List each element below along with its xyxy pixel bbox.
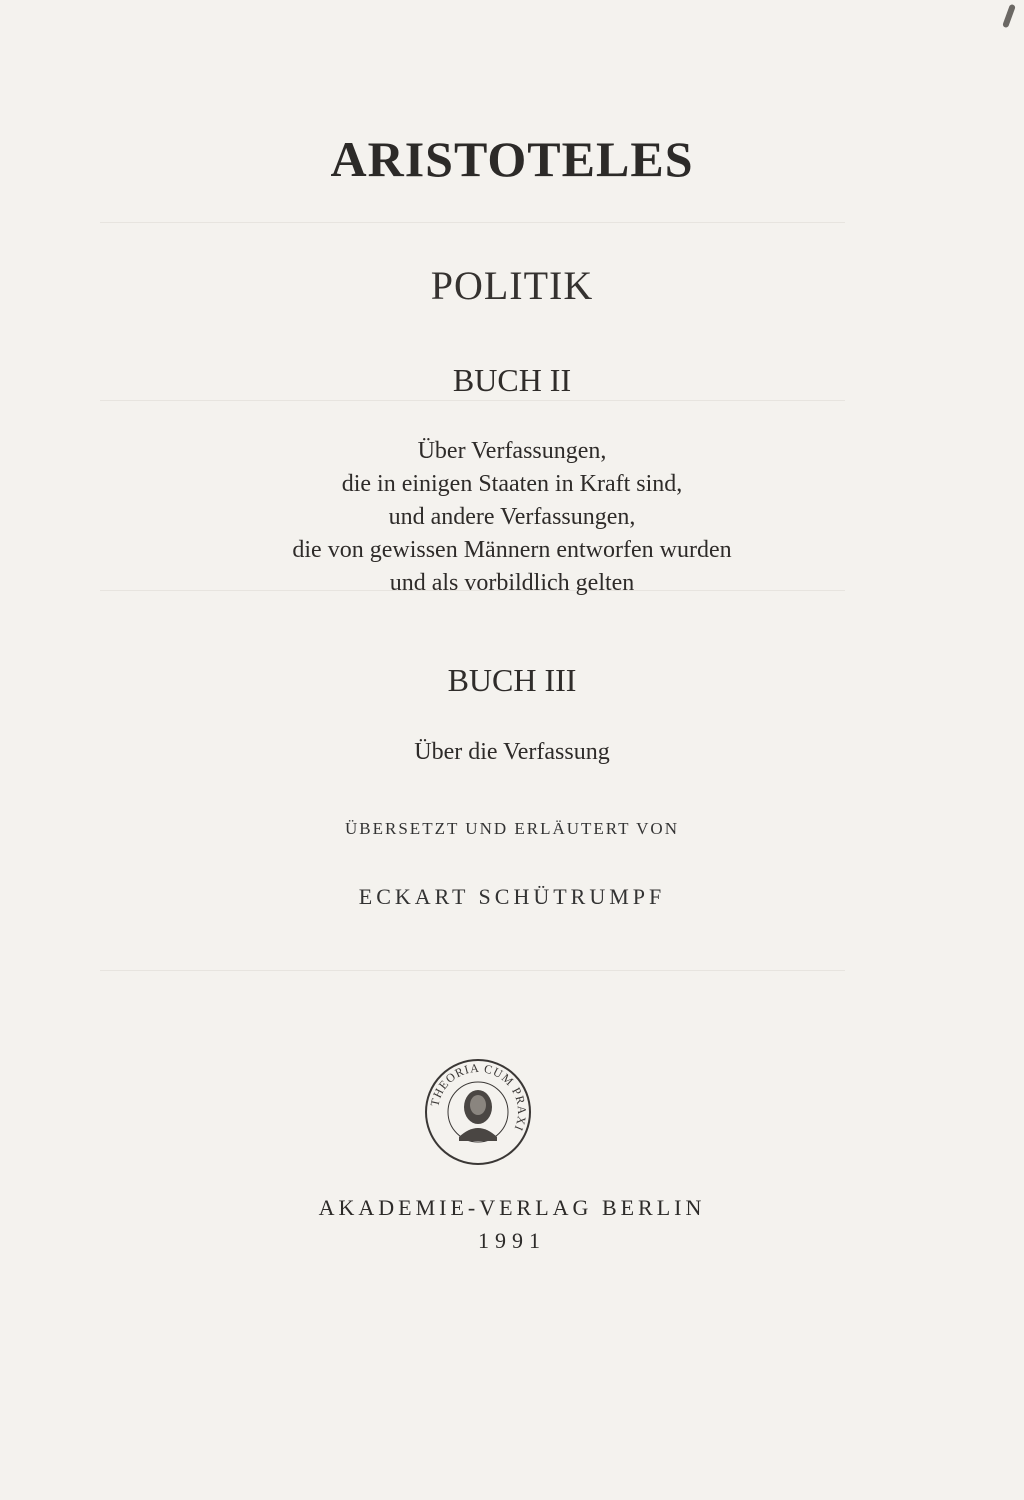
- book-3-subtitle: [0, 736, 1024, 769]
- subtitle-line: die in einigen Staaten in Kraft sind,: [341, 471, 683, 497]
- author-name: ARISTOTELES: [330, 131, 694, 187]
- editor-name: ECKART SCHÜTRUMPF: [358, 884, 666, 909]
- subtitle-line: Über die Verfassung: [414, 739, 610, 765]
- subtitle-line: Über Verfassungen,: [417, 438, 607, 464]
- translator-credit: ÜBERSETZT UND ERLÄUTERT VON: [345, 819, 679, 838]
- show-through-line: [100, 222, 845, 223]
- publisher-seal-icon: [423, 1057, 533, 1167]
- book-title: POLITIK: [430, 263, 594, 308]
- seal-text: THEORIA CUM PRAXI: [427, 1060, 530, 1134]
- show-through-line: [100, 400, 845, 401]
- subtitle-line: die von gewissen Männern entworfen wurden: [292, 537, 732, 563]
- publication-year: 1991: [478, 1228, 546, 1253]
- subtitle-line: und als vorbildlich gelten: [389, 570, 635, 596]
- book-2-subtitle: [0, 435, 1024, 600]
- book-2-heading: BUCH II: [452, 362, 572, 398]
- page-corner-mark: [1002, 4, 1016, 29]
- publisher-name: AKADEMIE-VERLAG BERLIN: [318, 1195, 706, 1220]
- show-through-line: [100, 970, 845, 971]
- subtitle-line: und andere Verfassungen,: [388, 504, 636, 530]
- book-3-heading: BUCH III: [447, 662, 577, 698]
